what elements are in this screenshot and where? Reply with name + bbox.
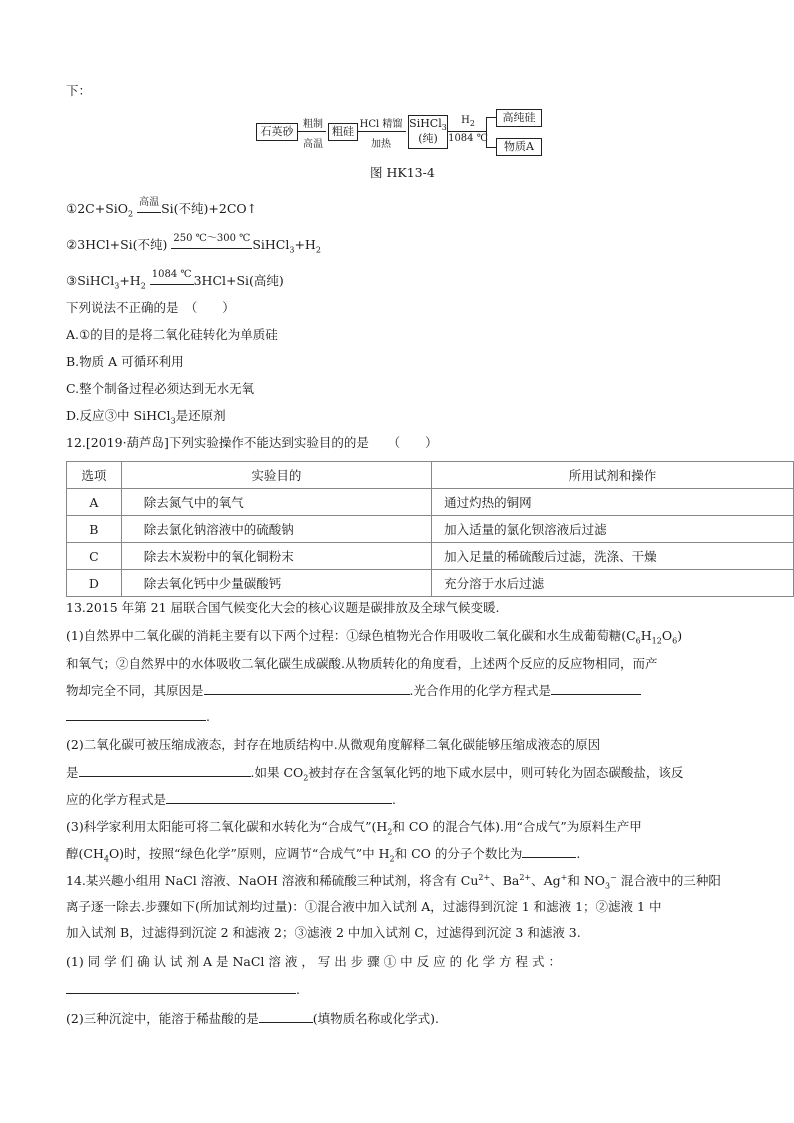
answer-blank[interactable]: [66, 706, 206, 721]
row-purpose: 除去氧化钙中少量碳酸钙: [121, 570, 431, 597]
q14-line3: 加入试剂 B，过滤得到沉淀 2 和滤液 2；③滤液 2 中加入试剂 C，过滤得到沉淀 3 和滤液 3.: [66, 925, 581, 940]
q11-option-a: A.①的目的是将二氧化硅转化为单质硅: [66, 327, 278, 342]
table-row: [67, 516, 794, 543]
row-purpose: 除去氮气中的氧气: [121, 489, 431, 516]
row-option: D: [67, 570, 122, 597]
answer-blank[interactable]: [522, 843, 576, 858]
q13-part2-line1: (2)二氧化碳可被压缩成液态，封存在地质结构中.从微观角度解释二氧化碳能够压缩成液态的原因: [66, 737, 601, 752]
answer-blank[interactable]: [166, 789, 392, 804]
q14-line1: 14.某兴趣小组用 NaCl 溶液、NaOH 溶液和稀硫酸三种试剂，将含有 $Cu^{2+}$、$Ba^{2+}$、Ag+和 $NO_3^-$ 混合液中的三种阳: [66, 872, 721, 891]
table-row: [67, 543, 794, 570]
reaction-3-condition: 1084 ℃: [150, 266, 194, 285]
box-crude-silicon: 粗硅: [328, 123, 358, 141]
q13-part3-line2: 醇$(CH_4O)$时，按照“绿色化学”原则，应调节“合成气”中 $H_2$和 CO 的分子个数比为 .: [66, 843, 580, 863]
row-option: C: [67, 543, 122, 570]
arrow1-label-bottom: 高温: [303, 139, 323, 150]
box-sihcl3-pure: [408, 115, 448, 149]
q11-option-c: C.整个制备过程必须达到无水无氧: [66, 381, 255, 396]
answer-blank[interactable]: [551, 680, 641, 695]
arrow3-label-bottom: 1084 ℃: [448, 133, 488, 144]
row-purpose: 除去木炭粉中的氧化铜粉末: [121, 543, 431, 570]
header-purpose: 实验目的: [121, 462, 431, 489]
q11-option-d: D.反应③中 SiHCl$_3$是还原剂: [66, 408, 226, 426]
row-reagent: 加入足量的稀硫酸后过滤，洗涤、干燥: [432, 543, 794, 570]
q13-part1-line3: 物却完全不同，其原因是 .光合作用的化学方程式是: [66, 680, 641, 700]
arrow2: [358, 131, 406, 132]
diagram-caption: 图 HK13-4: [370, 165, 435, 180]
answer-blank[interactable]: [259, 1008, 313, 1023]
q14-line2: 离子逐一除去.步骤如下(所加试剂均过量)：①混合液中加入试剂 A，过滤得到沉淀 1 和滤液 1；②滤液 1 中: [66, 899, 662, 914]
q14-part2: (2)三种沉淀中，能溶于稀盐酸的是 (填物质名称或化学式).: [66, 1008, 439, 1028]
table-row: [67, 570, 794, 597]
q13-title: 13.2015 年第 21 届联合国气候变化大会的核心议题是碳排放及全球气候变暖.: [66, 600, 500, 615]
q11-question: 下列说法不正确的是 （ ）: [66, 300, 235, 315]
reaction-1-condition: 高温: [137, 194, 161, 213]
reaction-2: ②3HCl+Si(不纯) 250 ℃～300 ℃ $SiHCl_3+H_2$: [66, 236, 321, 257]
box-high-purity-silicon: 高纯硅: [496, 109, 542, 127]
arrow3-label-top: $H_2$: [461, 115, 475, 128]
intro-text: 下：: [66, 83, 92, 98]
q12-question: 12.[2019·葫芦岛]下列实验操作不能达到实验目的的是 （ ）: [66, 435, 438, 450]
arrow2-label-top: HCl 精馏: [359, 119, 403, 130]
q13-part1-line2: 和氧气；②自然界中的水体吸收二氧化碳生成碳酸.从物质转化的角度看，上述两个反应的反应物相同，而产: [66, 656, 658, 671]
q12-table-header: [67, 462, 794, 489]
branch-up-arrow: [486, 117, 496, 118]
branch-down-arrow: [486, 147, 496, 148]
answer-blank[interactable]: [79, 762, 251, 777]
q13-part1-line4: .: [66, 706, 210, 726]
table-row: [67, 489, 794, 516]
branch-connector: [486, 117, 487, 147]
box-sihcl3-formula: SiHCl$_3$: [409, 117, 447, 133]
arrow1-label-top: 粗制: [303, 119, 323, 130]
row-reagent: 加入适量的氯化钡溶液后过滤: [432, 516, 794, 543]
q11-option-b: B.物质 A 可循环利用: [66, 354, 184, 369]
answer-blank[interactable]: [66, 979, 296, 994]
box-sihcl3-note: (纯): [418, 132, 438, 145]
q13-part1-line1: (1)自然界中二氧化碳的消耗主要有以下两个过程：①绿色植物光合作用吸收二氧化碳和水生成葡萄糖$(C_6H_{12}O_6)$: [66, 628, 683, 646]
q13-part2-line2: 是 .如果 $CO_2$被封存在含氢氧化钙的地下咸水层中，则可转化为固态碳酸盐，该反: [66, 762, 683, 782]
box-substance-a: 物质A: [496, 138, 542, 156]
header-reagent: 所用试剂和操作: [432, 462, 794, 489]
q12-table: [66, 461, 794, 597]
header-option: 选项: [67, 462, 122, 489]
row-purpose: 除去氯化钠溶液中的硫酸钠: [121, 516, 431, 543]
row-option: A: [67, 489, 122, 516]
reaction-2-condition: 250 ℃～300 ℃: [171, 230, 252, 249]
row-option: B: [67, 516, 122, 543]
q14-part1: (1) 同 学 们 确 认 试 剂 A 是 NaCl 溶 液 ， 写 出 步 骤 ① 中 反 应 的 化 学 方 程 式 ：: [66, 954, 561, 969]
q13-part2-line3: 应的化学方程式是 .: [66, 789, 396, 809]
reaction-3: $③SiHCl_3+H_2$ 1084 ℃ 3HCl+Si(高纯): [66, 272, 284, 293]
arrow3: [448, 131, 486, 132]
arrow2-label-bottom: 加热: [371, 139, 391, 150]
row-reagent: 充分溶于水后过滤: [432, 570, 794, 597]
q14-part1-answer: .: [66, 979, 300, 999]
reaction-1: ①2C+SiO$_2$ 高温 Si(不纯)+2CO↑: [66, 200, 257, 221]
box-quartz-sand: 石英砂: [256, 123, 298, 141]
process-flow-diagram: [256, 113, 546, 157]
answer-blank[interactable]: [204, 680, 410, 695]
arrow1: [298, 131, 326, 132]
row-reagent: 通过灼热的铜网: [432, 489, 794, 516]
q13-part3-line1: (3)科学家利用太阳能可将二氧化碳和水转化为“合成气$”(H_2$和 CO 的混合气体).用“合成气”为原料生产甲: [66, 819, 642, 837]
